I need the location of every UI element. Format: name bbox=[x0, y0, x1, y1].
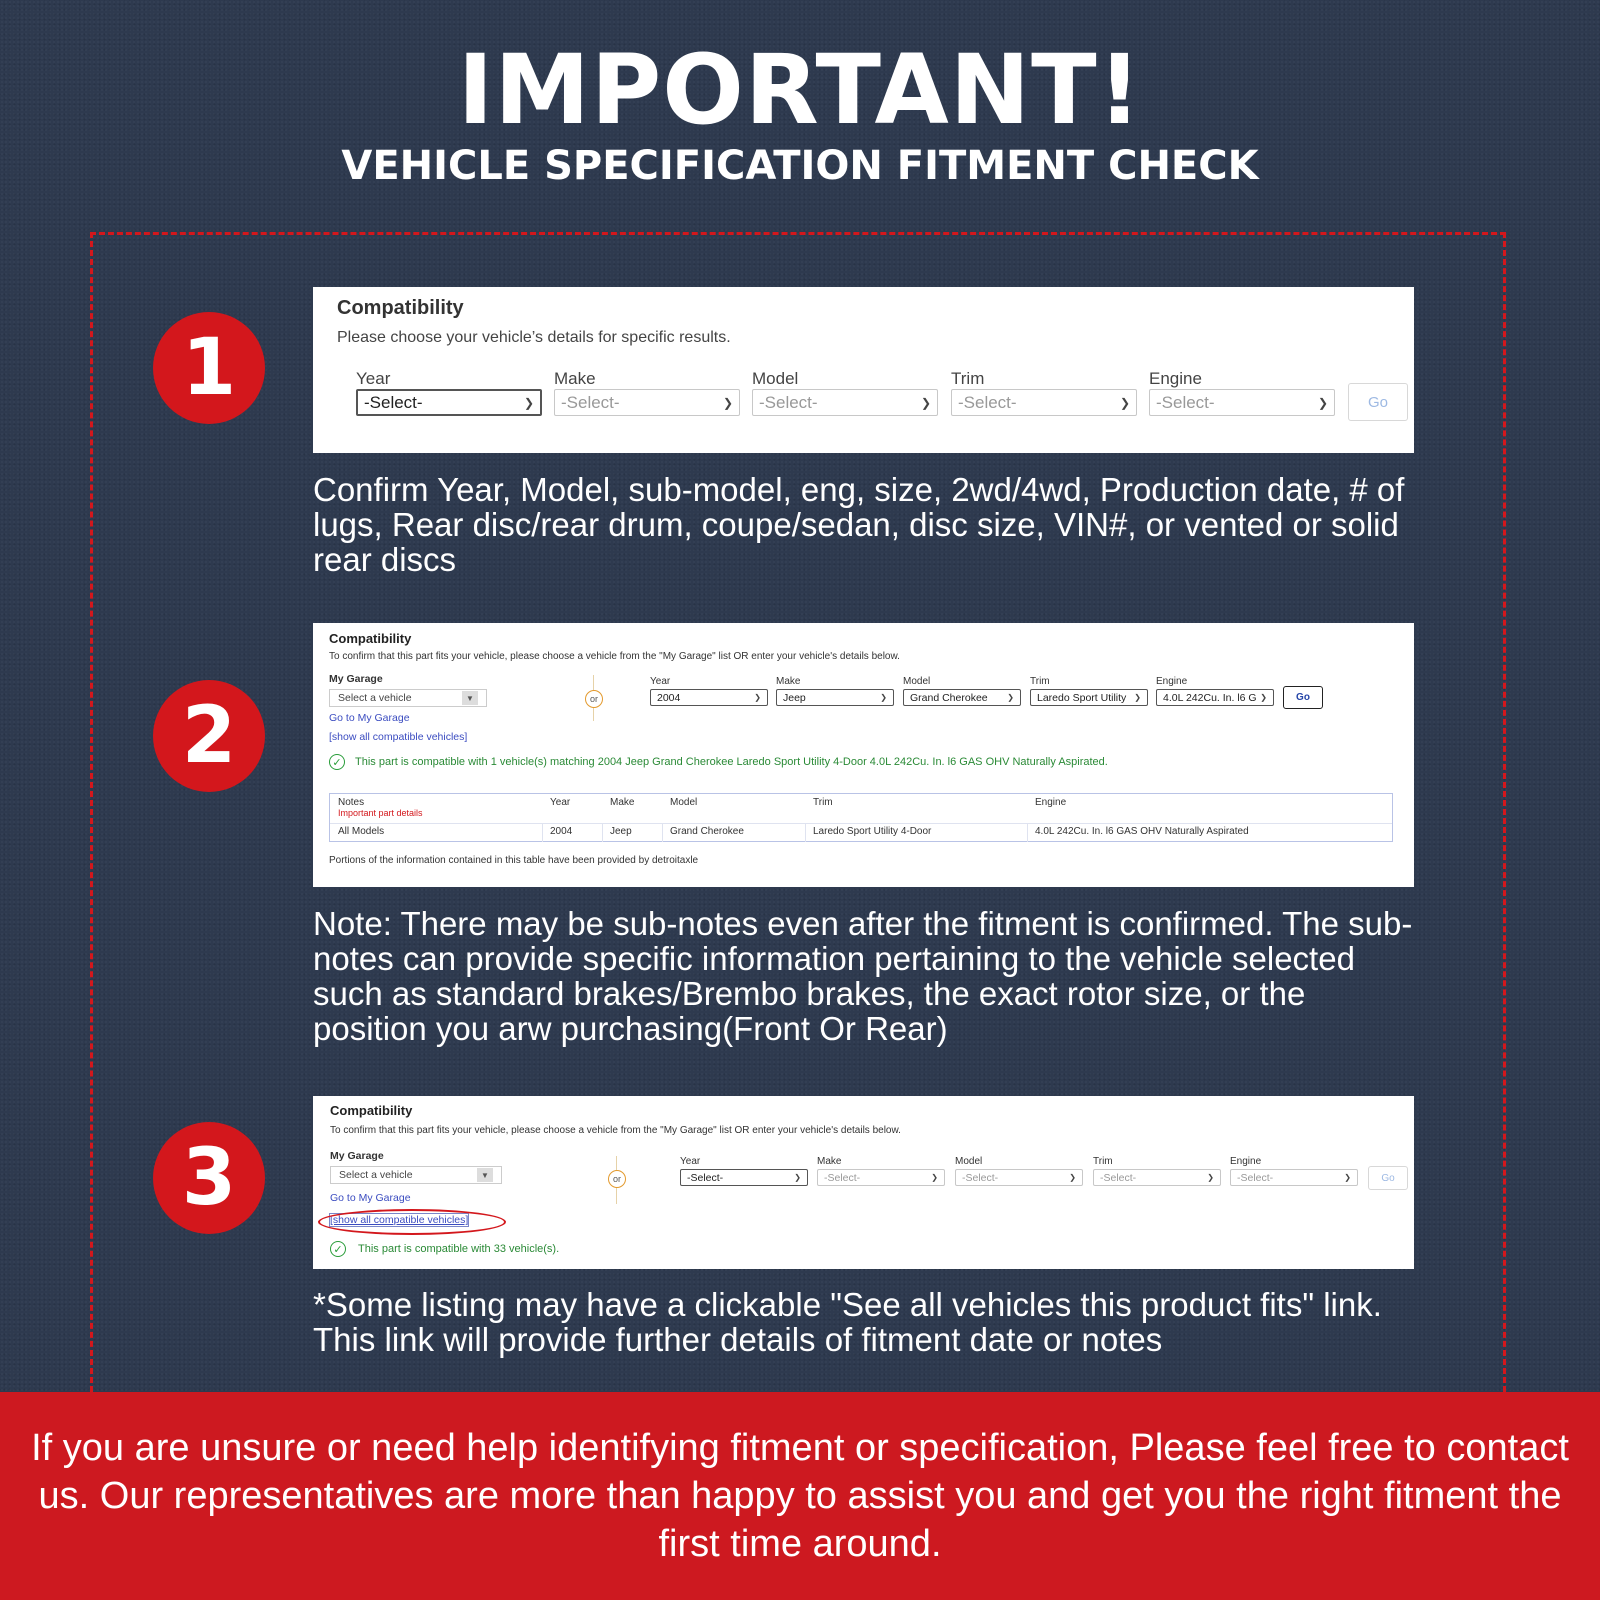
header-make: Make bbox=[610, 797, 635, 808]
model-label: Model bbox=[903, 676, 931, 687]
year-label: Year bbox=[650, 676, 671, 687]
chevron-down-icon: ❯ bbox=[1069, 1173, 1076, 1182]
engine-field bbox=[1149, 369, 1335, 416]
go-to-my-garage-link[interactable]: Go to My Garage bbox=[330, 1192, 411, 1204]
chevron-down-icon: ❯ bbox=[1134, 693, 1141, 702]
column-divider bbox=[805, 823, 806, 842]
column-divider bbox=[1027, 823, 1028, 842]
or-badge: or bbox=[585, 690, 603, 708]
check-circle-icon: ✓ bbox=[330, 1241, 346, 1257]
step-3-badge: 3 bbox=[153, 1122, 265, 1234]
engine-label: Engine bbox=[1149, 369, 1202, 388]
chevron-down-icon: ❯ bbox=[754, 693, 761, 702]
garage-select[interactable]: Select a vehicle ▼ bbox=[330, 1166, 502, 1184]
model-select[interactable]: -Select- ❯ bbox=[752, 389, 938, 416]
cell-notes: All Models bbox=[338, 826, 385, 837]
contact-banner-text: If you are unsure or need help identifying fitment or specification, Please feel free to contact us. Our representatives are more than happy to assist you and get you the right fitment the first time around. bbox=[31, 1427, 1569, 1565]
make-select[interactable]: Jeep ❯ bbox=[776, 689, 894, 706]
step-1-badge: 1 bbox=[153, 312, 265, 424]
chevron-down-icon: ❯ bbox=[523, 395, 534, 410]
year-label: Year bbox=[356, 369, 391, 388]
year-select[interactable]: -Select- ❯ bbox=[356, 389, 542, 416]
header-notes: Notes Important part details bbox=[338, 797, 423, 818]
step-3-caption: *Some listing may have a clickable "See all vehicles this product fits" link. This link will provide further details of fitment date or notes bbox=[313, 1286, 1382, 1358]
engine-label: Engine bbox=[1156, 676, 1188, 687]
engine-select[interactable]: 4.0L 242Cu. In. l6 G ❯ bbox=[1156, 689, 1274, 706]
panel-description: Please choose your vehicle’s details for specific results. bbox=[337, 329, 731, 346]
trim-field bbox=[951, 369, 1137, 416]
chevron-down-icon: ❯ bbox=[1317, 395, 1328, 410]
header-trim: Trim bbox=[813, 797, 833, 808]
or-badge: or bbox=[608, 1170, 626, 1188]
make-select[interactable]: -Select- ❯ bbox=[817, 1169, 945, 1186]
model-label: Model bbox=[955, 1156, 983, 1167]
panel-title: Compatibility bbox=[337, 297, 464, 319]
step-1-caption: Confirm Year, Model, sub-model, eng, size, 2wd/4wd, Production date, # of lugs, Rear disc/rear drum, coupe/sedan, disc size, VIN#, or vented or solid rear discs bbox=[313, 471, 1405, 578]
panel-title: Compatibility bbox=[329, 631, 412, 646]
model-field bbox=[752, 369, 938, 416]
dropdown-arrow-icon: ▼ bbox=[477, 1168, 493, 1182]
cell-year: 2004 bbox=[550, 826, 573, 837]
make-label: Make bbox=[817, 1156, 842, 1167]
engine-select[interactable]: -Select- ❯ bbox=[1149, 389, 1335, 416]
year-label: Year bbox=[680, 1156, 701, 1167]
year-field bbox=[356, 369, 542, 416]
compatibility-panel-show-all bbox=[313, 1096, 1414, 1269]
page-title: IMPORTANT! bbox=[457, 34, 1143, 146]
header-model: Model bbox=[670, 797, 698, 808]
column-divider bbox=[662, 823, 663, 842]
chevron-down-icon: ❯ bbox=[1260, 693, 1267, 702]
trim-select[interactable]: Laredo Sport Utility ❯ bbox=[1030, 689, 1148, 706]
garage-select[interactable]: Select a vehicle ▼ bbox=[329, 689, 487, 707]
model-label: Model bbox=[752, 369, 799, 388]
trim-label: Trim bbox=[1093, 1156, 1113, 1167]
trim-label: Trim bbox=[1030, 676, 1050, 687]
go-button[interactable]: Go bbox=[1368, 1166, 1408, 1190]
year-select[interactable]: 2004 ❯ bbox=[650, 689, 768, 706]
make-select[interactable]: -Select- ❯ bbox=[554, 389, 740, 416]
panel-description: To confirm that this part fits your vehicle, please choose a vehicle from the "My Garage" list OR enter your vehicle's details below. bbox=[330, 1125, 901, 1136]
go-to-my-garage-link[interactable]: Go to My Garage bbox=[329, 712, 410, 724]
step-2-badge: 2 bbox=[153, 680, 265, 792]
my-garage-label: My Garage bbox=[329, 673, 383, 685]
engine-label: Engine bbox=[1230, 1156, 1262, 1167]
compatibility-message: This part is compatible with 33 vehicle(s). bbox=[358, 1243, 560, 1255]
make-label: Make bbox=[776, 676, 801, 687]
chevron-down-icon: ❯ bbox=[722, 395, 733, 410]
cell-trim: Laredo Sport Utility 4-Door bbox=[813, 826, 932, 837]
step-2-caption: Note: There may be sub-notes even after the fitment is confirmed. The sub-notes can provide specific information pertaining to the vehicle selected such as standard brakes/Brembo brakes, the exact rotor size, or the position you arw purchasing(Front Or Rear) bbox=[313, 905, 1413, 1047]
table-footer-note: Portions of the information contained in this table have been provided by detroitaxle bbox=[329, 855, 699, 866]
go-button[interactable]: Go bbox=[1283, 686, 1323, 709]
chevron-down-icon: ❯ bbox=[880, 693, 887, 702]
chevron-down-icon: ❯ bbox=[794, 1173, 801, 1182]
trim-select[interactable]: -Select- ❯ bbox=[951, 389, 1137, 416]
table-header-row bbox=[330, 794, 1392, 824]
compatibility-message: This part is compatible with 1 vehicle(s) matching 2004 Jeep Grand Cherokee Laredo Sport Utility 4-Door 4.0L 242Cu. In. l6 GAS OHV Naturally Aspirated. bbox=[355, 756, 1108, 768]
show-all-compatible-link[interactable]: [show all compatible vehicles] bbox=[329, 731, 468, 743]
chevron-down-icon: ❯ bbox=[1119, 395, 1130, 410]
table-row bbox=[330, 823, 1392, 842]
chevron-down-icon: ❯ bbox=[931, 1173, 938, 1182]
model-select[interactable]: Grand Cherokee ❯ bbox=[903, 689, 1021, 706]
panel-title: Compatibility bbox=[330, 1103, 413, 1118]
cell-make: Jeep bbox=[610, 826, 632, 837]
fitment-table bbox=[329, 793, 1393, 842]
column-divider bbox=[602, 823, 603, 842]
dropdown-arrow-icon: ▼ bbox=[462, 691, 478, 705]
cell-engine: 4.0L 242Cu. In. l6 GAS OHV Naturally Aspirated bbox=[1035, 826, 1249, 837]
check-circle-icon: ✓ bbox=[329, 754, 345, 770]
chevron-down-icon: ❯ bbox=[1344, 1173, 1351, 1182]
header-year: Year bbox=[550, 797, 571, 808]
model-select[interactable]: -Select- ❯ bbox=[955, 1169, 1083, 1186]
make-field bbox=[554, 369, 740, 416]
year-select[interactable]: -Select- ❯ bbox=[680, 1169, 808, 1186]
trim-label: Trim bbox=[951, 369, 985, 388]
highlight-oval bbox=[318, 1209, 506, 1235]
important-part-details: Important part details bbox=[338, 808, 423, 818]
page-subtitle: VEHICLE SPECIFICATION FITMENT CHECK bbox=[341, 143, 1259, 189]
chevron-down-icon: ❯ bbox=[1007, 693, 1014, 702]
compatibility-panel-selected bbox=[313, 623, 1414, 887]
cell-model: Grand Cherokee bbox=[670, 826, 744, 837]
chevron-down-icon: ❯ bbox=[1207, 1173, 1214, 1182]
engine-select[interactable]: -Select- ❯ bbox=[1230, 1169, 1358, 1186]
chevron-down-icon: ❯ bbox=[920, 395, 931, 410]
compatibility-panel-basic bbox=[313, 287, 1414, 453]
my-garage-label: My Garage bbox=[330, 1150, 384, 1162]
make-label: Make bbox=[554, 369, 596, 388]
column-divider bbox=[542, 823, 543, 842]
header-engine: Engine bbox=[1035, 797, 1067, 808]
go-button[interactable]: Go bbox=[1348, 383, 1408, 421]
panel-description: To confirm that this part fits your vehicle, please choose a vehicle from the "My Garage" list OR enter your vehicle's details below. bbox=[329, 651, 900, 662]
trim-select[interactable]: -Select- ❯ bbox=[1093, 1169, 1221, 1186]
show-all-compatible-link[interactable]: [show all compatible vehicles] bbox=[330, 1214, 469, 1226]
